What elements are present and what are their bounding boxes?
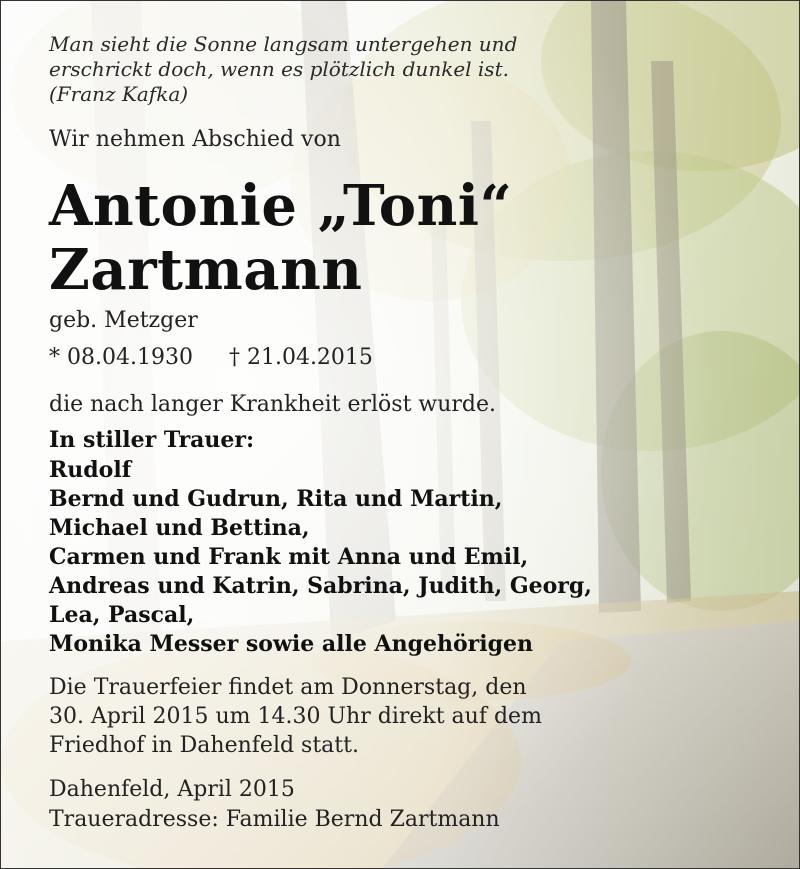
mourner-line: Rudolf	[49, 457, 132, 483]
quote-author: (Franz Kafka)	[49, 82, 189, 106]
place-date: Dahenfeld, April 2015	[49, 777, 295, 802]
mourner-line: Lea, Pascal,	[49, 602, 195, 628]
mourners-heading: In stiller Trauer:	[49, 427, 255, 453]
release-text: die nach langer Krankheit erlöst wurde.	[49, 392, 497, 417]
ceremony-line: Die Trauerfeier findet am Donnerstag, den	[49, 675, 527, 700]
mourner-line: Carmen und Frank mit Anna und Emil,	[49, 544, 529, 570]
mourner-line: Bernd und Gudrun, Rita und Martin,	[49, 486, 503, 512]
quote-line: erschrickt doch, wenn es plötzlich dunkel ist.	[49, 57, 509, 81]
mourner-line: Michael und Bettina,	[49, 515, 310, 541]
mourning-address: Traueradresse: Familie Bernd Zartmann	[49, 807, 500, 832]
death-date: † 21.04.2015	[228, 345, 373, 370]
mourner-line: Andreas und Katrin, Sabrina, Judith, Georg,	[49, 573, 592, 599]
deceased-first-name: Antonie „Toni“	[49, 173, 513, 239]
ceremony-line: Friedhof in Dahenfeld statt.	[49, 733, 359, 758]
life-dates	[49, 345, 373, 370]
mourner-line: Monika Messer sowie alle Angehörigen	[49, 631, 533, 657]
deceased-last-name: Zartmann	[49, 237, 363, 303]
ceremony-line: 30. April 2015 um 14.30 Uhr direkt auf dem	[49, 704, 542, 729]
birth-date: * 08.04.1930	[49, 345, 193, 370]
maiden-name: geb. Metzger	[49, 308, 198, 333]
quote-line: Man sieht die Sonne langsam untergehen und	[49, 32, 518, 56]
intro-text: Wir nehmen Abschied von	[49, 127, 341, 152]
